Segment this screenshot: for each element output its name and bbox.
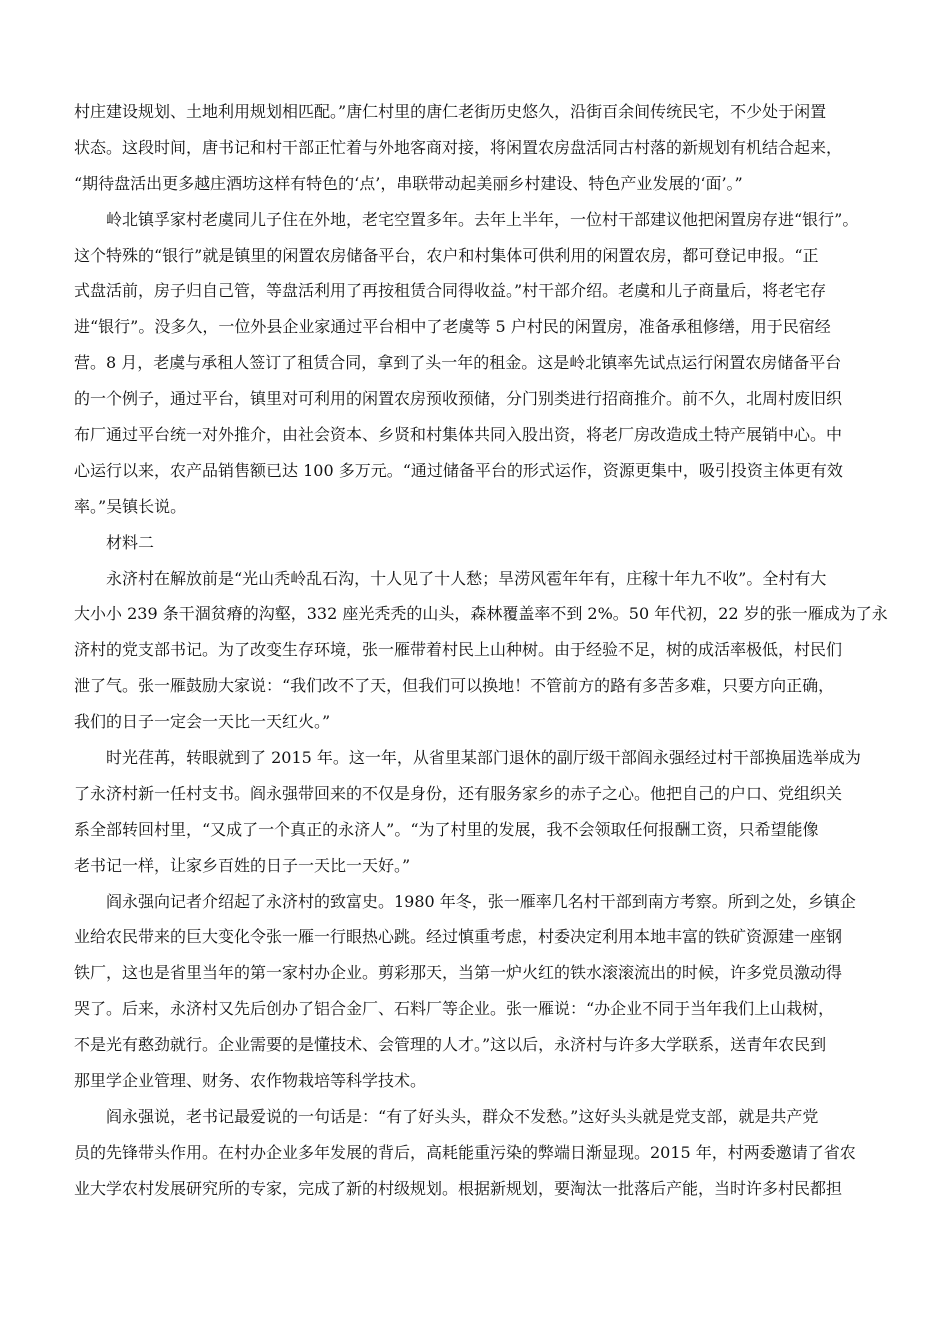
text-line: 我们的日子一定会一天比一天红火。” <box>74 712 331 732</box>
text-line: “期待盘活出更多越庄酒坊这样有特色的‘点’，串联带动起美丽乡村建设、特色产业发展的‘面’。” <box>74 173 743 193</box>
text-line: 哭了。后来，永济村又先后创办了铝合金厂、石料厂等企业。张一雁说：“办企业不同于当年我们上山栽树， <box>74 999 835 1019</box>
text-line: 大小小 239 条干涸贫瘠的沟壑，332 座光秃秃的山头，森林覆盖率不到 2%。50 年代初，22 岁的张一雁成为了永 <box>74 604 888 624</box>
text-line: 时光荏苒，转眼就到了 2015 年。这一年，从省里某部门退休的副厅级干部阎永强经过村干部换届选举成为 <box>106 748 861 768</box>
text-line: 永济村在解放前是“光山秃岭乱石沟，十人见了十人愁；旱涝风雹年年有，庄稼十年九不收”。全村有大 <box>106 568 827 588</box>
text-line: 阎永强说，老书记最爱说的一句话是：“有了好头头，群众不发愁。”这好头头就是党支部，就是共产党 <box>106 1106 819 1126</box>
text-line: 不是光有憨劲就行。企业需要的是懂技术、会管理的人才。”这以后，永济村与许多大学联系，送青年农民到 <box>74 1035 827 1055</box>
text-line: 率。”吴镇长说。 <box>74 496 187 516</box>
text-line: 村庄建设规划、土地利用规划相匹配。”唐仁村里的唐仁老街历史悠久，沿街百余间传统民宅，不少处于闲置 <box>74 102 827 121</box>
text-line: 布厂通过平台统一对外推介，由社会资本、乡贤和村集体共同入股出资，将老厂房改造成土特产展销中心。中 <box>74 425 843 445</box>
text-line: 系全部转回村里，“又成了一个真正的永济人”。“为了村里的发展，我不会领取任何报酬工资，只希望能像 <box>74 819 819 839</box>
text-line: 进“银行”。没多久，一位外县企业家通过平台相中了老虞等 5 户村民的闲置房，准备承租修缮，用于民宿经 <box>74 317 831 337</box>
section-heading: 材料二 <box>106 532 155 552</box>
text-line: 岭北镇孚家村老虞同儿子住在外地，老宅空置多年。去年上半年，一位村干部建议他把闲置房存进“银行”。 <box>106 209 859 229</box>
document-body <box>74 94 890 1207</box>
text-line: 这个特殊的“银行”就是镇里的闲置农房储备平台，农户和村集体可供利用的闲置农房，都可登记申报。“正 <box>74 245 819 265</box>
text-line: 式盘活前，房子归自己管，等盘活利用了再按租赁合同得收益。”村干部介绍。老虞和儿子商量后，将老宅存 <box>74 281 827 301</box>
text-line: 济村的党支部书记。为了改变生存环境，张一雁带着村民上山种树。由于经验不足，树的成活率极低，村民们 <box>74 640 843 660</box>
text-line: 业给农民带来的巨大变化令张一雁一行眼热心跳。经过慎重考虑，村委决定利用本地丰富的铁矿资源建一座钢 <box>74 927 843 947</box>
text-line: 心运行以来，农产品销售额已达 100 多万元。“通过储备平台的形式运作，资源更集中，吸引投资主体更有效 <box>74 460 843 480</box>
text-line: 员的先锋带头作用。在村办企业多年发展的背后，高耗能重污染的弊端日渐显现。2015 年，村两委邀请了省农 <box>74 1142 856 1162</box>
text-line: 老书记一样，让家乡百姓的日子一天比一天好。” <box>74 855 411 875</box>
text-line: 那里学企业管理、财务、农作物栽培等科学技术。 <box>74 1071 427 1091</box>
text-line: 状态。这段时间，唐书记和村干部正忙着与外地客商对接，将闲置农房盘活同古村落的新规划有机结合起来， <box>74 137 843 157</box>
text-line: 泄了气。张一雁鼓励大家说：“我们改不了天，但我们可以换地！不管前方的路有多苦多难，只要方向正确， <box>74 676 835 696</box>
text-line: 营。8 月，老虞与承租人签订了租赁合同，拿到了头一年的租金。这是岭北镇率先试点运行闲置农房储备平台 <box>74 353 842 373</box>
text-line: 铁厂，这也是省里当年的第一家村办企业。剪彩那天，当第一炉火红的铁水滚滚流出的时候，许多党员激动得 <box>74 963 843 983</box>
text-line: 阎永强向记者介绍起了永济村的致富史。1980 年冬，张一雁率几名村干部到南方考察。所到之处，乡镇企 <box>106 891 856 911</box>
text-line: 的一个例子，通过平台，镇里对可利用的闲置农房预收预储，分门别类进行招商推介。前不久，北周村废旧织 <box>74 389 843 409</box>
text-line: 了永济村新一任村支书。阎永强带回来的不仅是身份，还有服务家乡的赤子之心。他把自己的户口、党组织关 <box>74 783 843 803</box>
text-line: 业大学农村发展研究所的专家，完成了新的村级规划。根据新规划，要淘汰一批落后产能，当时许多村民都担 <box>74 1178 843 1198</box>
